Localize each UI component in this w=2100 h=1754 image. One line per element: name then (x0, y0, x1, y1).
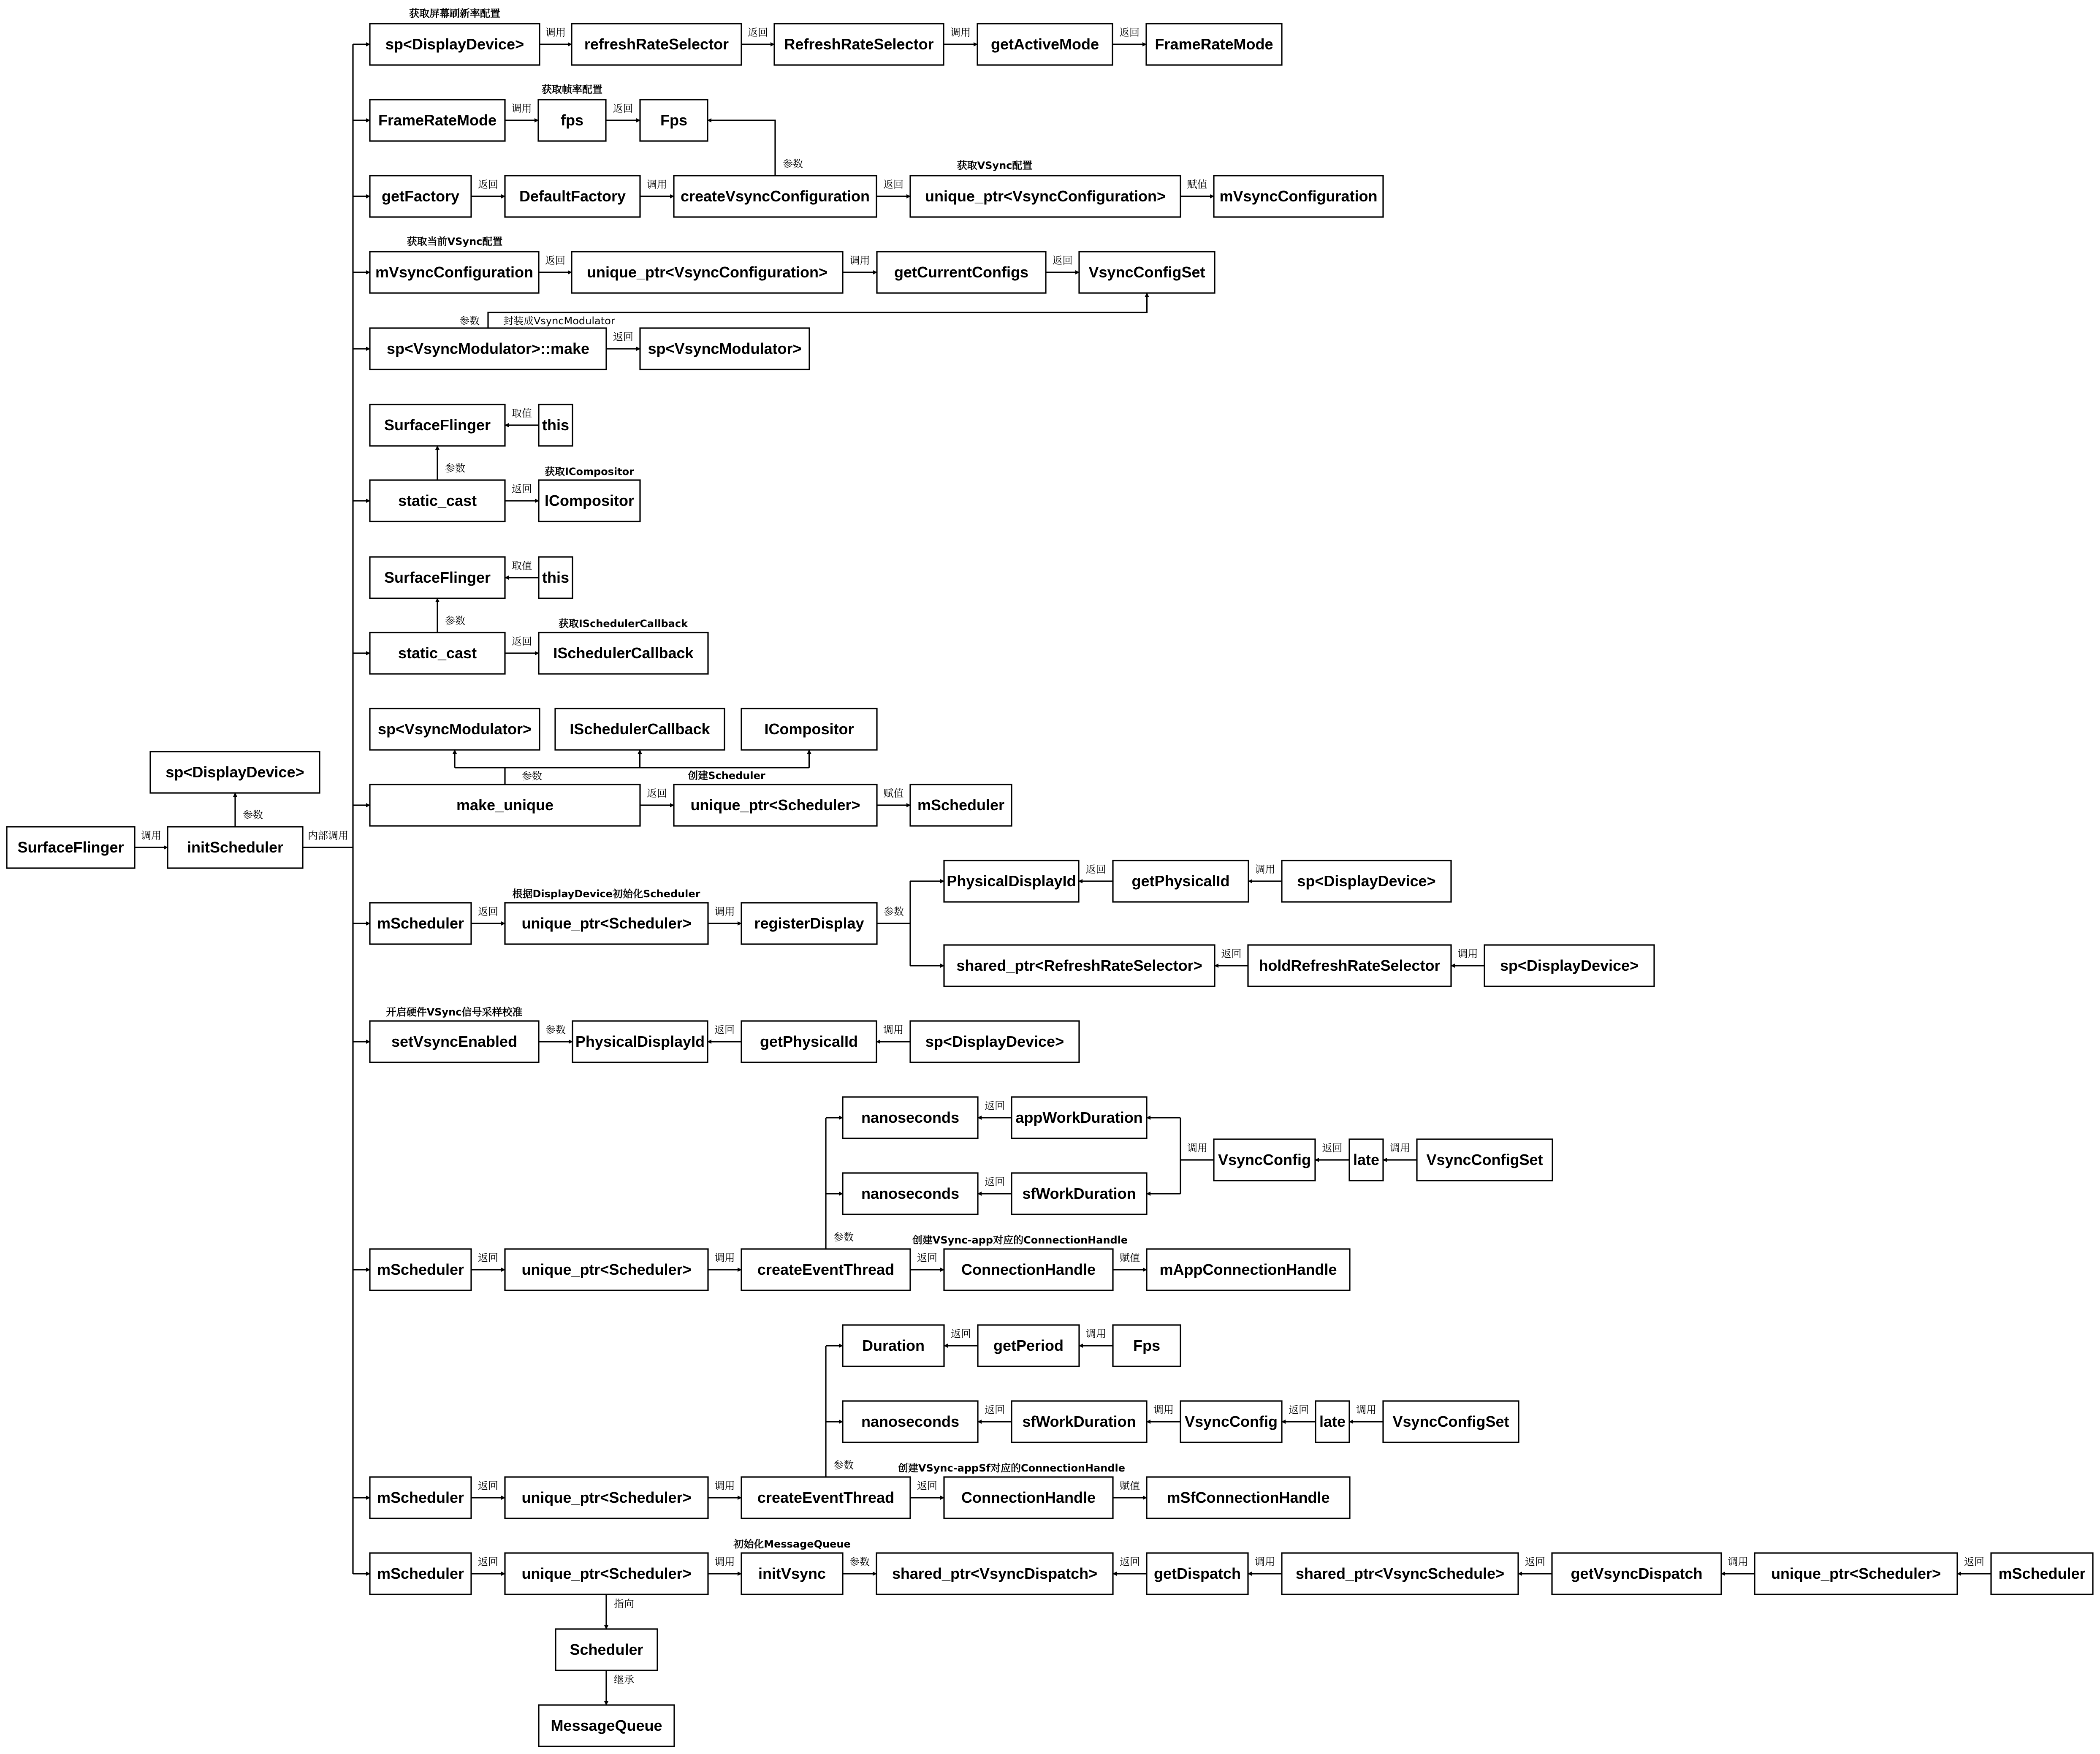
node-label: PhysicalDisplayId (947, 872, 1076, 890)
edge-label: 参数 (243, 809, 263, 821)
node-label: ISchedulerCallback (570, 720, 710, 738)
node-label: ISchedulerCallback (553, 644, 694, 662)
edge-label: 赋值 (1120, 1252, 1140, 1264)
node-r13-init-vsync (741, 1553, 843, 1594)
node-label: mScheduler (377, 915, 464, 932)
node-r7-static-cast (370, 633, 505, 674)
section-caption: 根据DisplayDevice初始化Scheduler (512, 888, 700, 900)
edge-label: 返回 (613, 103, 633, 114)
node-label: RefreshRateSelector (784, 35, 934, 53)
node-r12-connection-handle (944, 1477, 1113, 1518)
edge-label: 指向 (614, 1598, 634, 1610)
edge-label: 内部调用 (308, 830, 348, 842)
node-display-device-param (150, 752, 320, 793)
node-r12-unique-ptr-scheduler (505, 1477, 708, 1518)
node-label: sp<DisplayDevice> (925, 1033, 1064, 1050)
edge-label: 返回 (512, 483, 532, 495)
edge-label: 参数 (445, 615, 465, 627)
edge-label: 返回 (647, 787, 667, 799)
edge-label: 调用 (883, 1024, 903, 1036)
edge-label: 调用 (1255, 1556, 1275, 1568)
node-r1-refresh-rate-selector-call (572, 24, 741, 65)
edge-label: 调用 (545, 27, 566, 38)
node-r12-duration (843, 1325, 944, 1366)
edge-label: 参数 (445, 462, 465, 474)
edge-label: 调用 (511, 103, 532, 114)
edge-label: 调用 (1187, 1142, 1207, 1154)
node-message-queue (539, 1705, 674, 1746)
node-r6-static-cast (370, 480, 505, 521)
node-label: unique_ptr<VsyncConfiguration> (925, 187, 1166, 205)
node-r8-unique-ptr-scheduler (674, 785, 877, 826)
node-r11-nanoseconds-a (843, 1097, 978, 1138)
node-r2-fps (640, 100, 708, 141)
node-r13-m-scheduler (370, 1553, 471, 1594)
node-label: getFactory (381, 187, 460, 205)
node-r5-sp-vsync-modulator (640, 328, 809, 369)
node-label: registerDisplay (754, 915, 864, 932)
edge-label: 参数 (545, 1024, 566, 1036)
node-r11-connection-handle (944, 1249, 1113, 1290)
node-label: sp<DisplayDevice> (1500, 957, 1639, 974)
edge-label: 调用 (141, 830, 161, 842)
edge-label: 调用 (714, 906, 735, 918)
edge-label: 取值 (512, 560, 532, 572)
edge-label: 参数 (459, 315, 480, 327)
node-label: nanoseconds (861, 1413, 960, 1430)
edge-label: 封装成VsyncModulator (503, 315, 615, 327)
node-r10-get-physical-id (741, 1021, 876, 1062)
edge-label: 参数 (833, 1231, 854, 1243)
node-label: shared_ptr<RefreshRateSelector> (956, 957, 1202, 974)
node-label: fps (561, 111, 583, 129)
node-label: mVsyncConfiguration (375, 263, 534, 281)
edge-label: 返回 (917, 1480, 937, 1492)
edge-label: 调用 (1390, 1142, 1410, 1154)
node-label: this (542, 569, 570, 586)
node-label: createEventThread (757, 1489, 895, 1506)
node-label: mSfConnectionHandle (1167, 1489, 1330, 1506)
section-caption: 获取帧率配置 (542, 84, 602, 95)
node-r11-create-event-thread (741, 1249, 910, 1290)
node-label: Fps (1133, 1337, 1161, 1354)
node-r13-get-vsync-dispatch (1552, 1553, 1721, 1594)
node-label: this (542, 416, 570, 434)
node-label: static_cast (398, 492, 477, 509)
section-caption: 获取VSync配置 (957, 160, 1033, 171)
node-r4-unique-ptr-vsync-config (572, 252, 843, 293)
node-label: sp<VsyncModulator> (648, 340, 802, 357)
node-r1-display-device (370, 24, 540, 65)
node-r13-shared-ptr-vsync-schedule (1282, 1553, 1518, 1594)
edge-label: 调用 (849, 255, 870, 266)
section-caption: 获取ICompositor (544, 466, 635, 478)
edge-label: 参数 (833, 1459, 854, 1471)
edge-label: 调用 (950, 27, 971, 38)
node-label: Fps (660, 111, 688, 129)
node-r9-m-scheduler (370, 903, 471, 944)
node-r12-vsync-config-set (1383, 1401, 1519, 1442)
node-r8-ischeduler-callback (555, 709, 724, 750)
node-label: unique_ptr<VsyncConfiguration> (586, 263, 828, 281)
edge-label: 参数 (522, 770, 542, 782)
node-r11-late (1349, 1139, 1383, 1181)
edge-label: 返回 (917, 1252, 937, 1264)
node-r6-icompositor (539, 480, 640, 521)
node-r12-get-period (978, 1325, 1079, 1366)
node-r13-unique-ptr-scheduler-b (1755, 1553, 1957, 1594)
node-r3-get-factory (370, 176, 471, 217)
edge-label: 返回 (985, 1404, 1005, 1416)
node-label: getActiveMode (990, 35, 1099, 53)
node-r9-register-display (741, 903, 877, 944)
node-label: sp<DisplayDevice> (166, 763, 304, 781)
node-r6-surface-flinger (370, 405, 505, 446)
section-caption: 创建VSync-app对应的ConnectionHandle (912, 1234, 1128, 1246)
node-label: initVsync (758, 1565, 826, 1582)
edge-label: 返回 (1289, 1404, 1309, 1416)
node-r12-late (1316, 1401, 1349, 1442)
node-r9-sp-display-device-b (1484, 945, 1654, 986)
node-r13-unique-ptr-scheduler (505, 1553, 708, 1594)
node-r9-physical-display-id (944, 861, 1079, 902)
edge-label: 返回 (1525, 1556, 1545, 1568)
node-r3-create-vsync-config (674, 176, 876, 217)
node-label: nanoseconds (861, 1109, 960, 1126)
node-r10-physical-display-id (572, 1021, 708, 1062)
node-r4-vsync-config-set (1079, 252, 1215, 293)
edge-label: 返回 (714, 1024, 735, 1036)
node-label: getDispatch (1153, 1565, 1241, 1582)
node-init-scheduler (168, 827, 303, 868)
edge-label: 返回 (1119, 27, 1140, 38)
node-label: mAppConnectionHandle (1159, 1261, 1337, 1278)
section-caption: 创建VSync-appSf对应的ConnectionHandle (898, 1462, 1126, 1474)
node-r7-ischeduler-callback (539, 633, 708, 674)
node-r4-get-current-configs (877, 252, 1046, 293)
node-label: unique_ptr<Scheduler> (521, 1565, 692, 1582)
node-scheduler (556, 1629, 657, 1670)
node-r7-surface-flinger (370, 557, 505, 598)
node-r8-make-unique (370, 785, 640, 826)
node-label: nanoseconds (861, 1185, 960, 1202)
node-label: Duration (862, 1337, 925, 1354)
node-label: SurfaceFlinger (17, 839, 124, 856)
node-r11-vsync-config-set (1417, 1139, 1552, 1181)
section-caption: 获取ISchedulerCallback (558, 618, 688, 630)
node-label: getPhysicalId (1131, 872, 1230, 890)
node-label: sp<DisplayDevice> (1297, 872, 1436, 890)
edge-label: 参数 (849, 1556, 870, 1568)
edge-label: 返回 (478, 1480, 498, 1492)
section-caption: 获取当前VSync配置 (407, 236, 503, 247)
node-label: VsyncConfigSet (1392, 1413, 1509, 1430)
node-label: createEventThread (757, 1261, 895, 1278)
edge-label: 返回 (748, 27, 768, 38)
node-r11-app-work-duration (1012, 1097, 1147, 1138)
edge-label: 返回 (478, 1252, 498, 1264)
edge-label: 调用 (1356, 1404, 1376, 1416)
node-label: SurfaceFlinger (384, 416, 491, 434)
node-r11-nanoseconds-b (843, 1173, 978, 1214)
node-r10-sp-display-device (910, 1021, 1079, 1062)
node-label: setVsyncEnabled (391, 1033, 518, 1050)
node-label: FrameRateMode (1155, 35, 1273, 53)
edge-label: 返回 (613, 331, 633, 343)
node-r1-refresh-rate-selector (774, 24, 944, 65)
section-caption: 初始化MessageQueue (733, 1538, 851, 1550)
node-label: mScheduler (377, 1565, 464, 1582)
node-label: getPhysicalId (760, 1033, 858, 1050)
node-r7-this (539, 557, 572, 598)
edge-label: 取值 (512, 407, 532, 419)
edge-label: 赋值 (1187, 179, 1207, 190)
node-label: mScheduler (1998, 1565, 2086, 1582)
node-label: make_unique (456, 796, 554, 814)
node-label: getCurrentConfigs (894, 263, 1028, 281)
node-label: shared_ptr<VsyncDispatch> (892, 1565, 1098, 1582)
edge-label: 调用 (1153, 1404, 1174, 1416)
edge-label: 返回 (478, 179, 498, 190)
node-label: refreshRateSelector (584, 35, 729, 53)
node-r12-fps (1113, 1325, 1180, 1366)
node-label: VsyncConfigSet (1088, 263, 1205, 281)
node-surface-flinger-root (7, 827, 135, 868)
node-r13-get-dispatch (1147, 1553, 1248, 1594)
node-r2-fps-call (538, 100, 606, 141)
node-label: sp<DisplayDevice> (385, 35, 524, 53)
node-r12-create-event-thread (741, 1477, 910, 1518)
node-r3-default-factory (505, 176, 640, 217)
node-label: mVsyncConfiguration (1219, 187, 1378, 205)
node-label: ICompositor (545, 492, 634, 509)
section-caption: 获取屏幕刷新率配置 (409, 8, 500, 19)
node-r11-m-scheduler (370, 1249, 471, 1290)
node-label: unique_ptr<Scheduler> (521, 1489, 692, 1506)
node-r5-vsync-modulator-make (370, 328, 606, 369)
node-label: late (1353, 1151, 1380, 1168)
node-label: sp<VsyncModulator>::make (386, 340, 590, 357)
section-caption: 开启硬件VSync信号采样校准 (386, 1006, 523, 1018)
node-r12-m-sf-connection-handle (1147, 1477, 1350, 1518)
edge-label: 返回 (512, 635, 532, 647)
node-label: VsyncConfig (1218, 1151, 1311, 1168)
node-r13-m-scheduler-b (1991, 1553, 2093, 1594)
node-r9-get-physical-id (1113, 861, 1248, 902)
node-r1-get-active-mode (977, 24, 1112, 65)
edge-label: 继承 (614, 1674, 634, 1686)
node-r12-nanoseconds (843, 1401, 978, 1442)
node-label: initScheduler (187, 839, 284, 856)
node-r1-frame-rate-mode (1146, 24, 1282, 65)
node-r3-m-vsync-config (1214, 176, 1383, 217)
node-label: mScheduler (377, 1261, 464, 1278)
edge-label: 返回 (1322, 1142, 1343, 1154)
node-r13-shared-ptr-vsync-dispatch (876, 1553, 1113, 1594)
edge-label: 参数 (884, 906, 904, 918)
node-r9-unique-ptr-scheduler (505, 903, 708, 944)
edge-label: 赋值 (883, 787, 904, 799)
node-label: ConnectionHandle (961, 1261, 1096, 1278)
edge-label: 返回 (883, 179, 903, 190)
node-r6-this (539, 405, 572, 446)
edge-label: 赋值 (1120, 1480, 1140, 1492)
edge-label: 返回 (985, 1100, 1005, 1112)
node-label: FrameRateMode (378, 111, 497, 129)
node-label: shared_ptr<VsyncSchedule> (1295, 1565, 1505, 1582)
node-label: ICompositor (764, 720, 854, 738)
edge-label: 调用 (714, 1556, 735, 1568)
node-label: MessageQueue (551, 1717, 662, 1734)
node-label: getPeriod (993, 1337, 1064, 1354)
node-r11-sf-work-duration (1012, 1173, 1147, 1214)
edge-label: 返回 (1964, 1556, 1984, 1568)
node-r12-m-scheduler (370, 1477, 471, 1518)
node-r9-sp-display-device-a (1282, 861, 1451, 902)
edge-label: 调用 (1086, 1328, 1106, 1340)
node-label: ConnectionHandle (961, 1489, 1096, 1506)
edge-label: 返回 (1120, 1556, 1140, 1568)
edge-label: 调用 (714, 1252, 735, 1264)
node-label: appWorkDuration (1015, 1109, 1143, 1126)
node-r9-shared-ptr-rrs (944, 945, 1215, 986)
edge-label: 返回 (951, 1328, 971, 1340)
section-caption: 创建Scheduler (688, 770, 765, 782)
node-label: sfWorkDuration (1022, 1413, 1136, 1430)
node-r12-vsync-config (1180, 1401, 1282, 1442)
edge-label: 返回 (545, 255, 565, 266)
edge-label: 返回 (985, 1176, 1005, 1188)
edge-label: 返回 (1052, 255, 1073, 266)
node-label: DefaultFactory (519, 187, 626, 205)
node-label: unique_ptr<Scheduler> (690, 796, 860, 814)
node-r8-m-scheduler (910, 785, 1012, 826)
node-label: createVsyncConfiguration (680, 187, 870, 205)
node-r4-m-vsync-config (370, 252, 539, 293)
edge-label: 返回 (478, 1556, 498, 1568)
node-label: VsyncConfig (1184, 1413, 1278, 1430)
edge-label: 调用 (1255, 863, 1275, 875)
node-r11-vsync-config (1214, 1139, 1315, 1181)
edge-label: 调用 (714, 1480, 735, 1492)
node-r8-sp-vsync-modulator (370, 709, 540, 750)
node-r2-frame-rate-mode (370, 100, 505, 141)
node-label: holdRefreshRateSelector (1259, 957, 1441, 974)
edge-label: 调用 (1728, 1556, 1748, 1568)
node-r10-set-vsync-enabled (370, 1021, 539, 1062)
edge-label: 返回 (478, 906, 498, 918)
node-label: unique_ptr<Scheduler> (521, 1261, 692, 1278)
node-label: late (1319, 1413, 1346, 1430)
node-r11-m-app-connection-handle (1147, 1249, 1350, 1290)
edge-label: 参数 (783, 158, 803, 170)
node-label: unique_ptr<Scheduler> (521, 915, 692, 932)
node-r8-icompositor (741, 709, 877, 750)
node-label: unique_ptr<Scheduler> (1771, 1565, 1941, 1582)
node-label: sp<VsyncModulator> (377, 720, 532, 738)
node-label: SurfaceFlinger (384, 569, 491, 586)
node-label: static_cast (398, 644, 477, 662)
node-label: VsyncConfigSet (1426, 1151, 1543, 1168)
node-label: Scheduler (570, 1641, 643, 1658)
node-label: mScheduler (377, 1489, 464, 1506)
edge-label: 调用 (647, 179, 667, 190)
node-label: getVsyncDispatch (1571, 1565, 1703, 1582)
node-r11-unique-ptr-scheduler (505, 1249, 708, 1290)
edge-label: 返回 (1085, 863, 1106, 875)
node-label: PhysicalDisplayId (575, 1033, 705, 1050)
node-r12-sf-work-duration (1012, 1401, 1147, 1442)
node-r9-hold-rrs (1248, 945, 1451, 986)
edge-arrow (708, 120, 775, 176)
node-label: sfWorkDuration (1022, 1185, 1136, 1202)
edge-label: 返回 (1221, 948, 1242, 960)
node-label: mScheduler (917, 796, 1005, 814)
node-r3-unique-ptr-vsync-config (910, 176, 1180, 217)
edge-label: 调用 (1457, 948, 1478, 960)
